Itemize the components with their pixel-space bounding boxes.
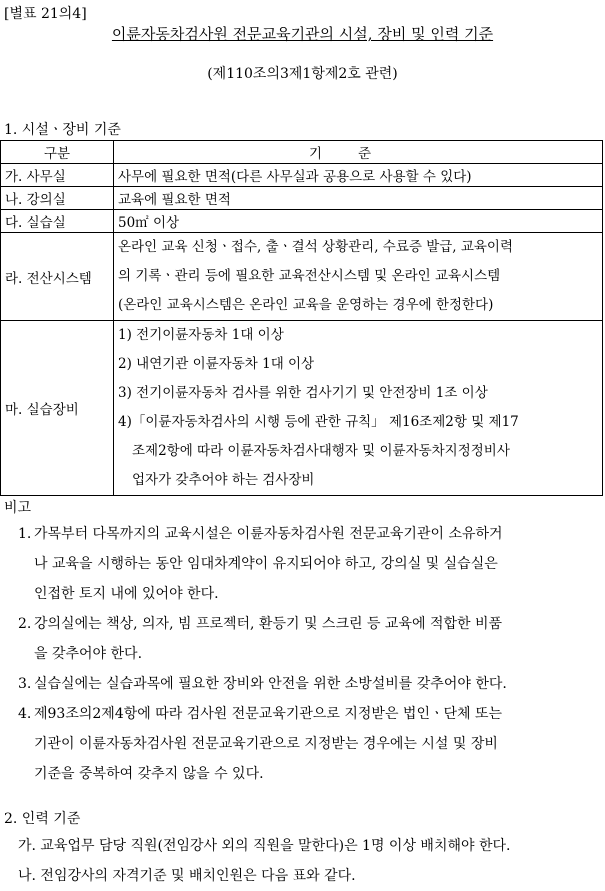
remark-item bbox=[18, 699, 602, 789]
row-standard: 50㎡ 이상 bbox=[114, 210, 603, 233]
remarks-list bbox=[18, 519, 602, 789]
remark-line: 가목부터 다목까지의 교육시설은 이륜자동차검사원 전문교육기관이 소유하거 bbox=[34, 526, 503, 542]
remarks-heading: 비고 bbox=[4, 500, 32, 516]
remark-line: 인접한 토지 내에 있어야 한다. bbox=[34, 586, 219, 602]
document-title bbox=[0, 23, 605, 44]
remark-number: 3. bbox=[18, 676, 32, 692]
remark-item bbox=[18, 669, 602, 699]
table-row-practice-equipment bbox=[1, 321, 603, 496]
remark-line: 제93조의2제4항에 따라 검사원 전문교육기관으로 지정받은 법인ㆍ단체 또는 bbox=[34, 706, 503, 722]
standard-line: 온라인 교육 신청ㆍ접수, 출ㆍ결석 상황관리, 수료증 발급, 교육이력 bbox=[118, 239, 514, 255]
row-category: 라. 전산시스템 bbox=[1, 233, 114, 321]
row-category: 나. 강의실 bbox=[1, 187, 114, 210]
document-subtitle: (제110조의3제1항제2호 관련) bbox=[207, 66, 398, 82]
remark-line: 을 갖추어야 한다. bbox=[34, 646, 143, 662]
remark-item bbox=[18, 519, 602, 609]
equipment-item-continued: 업자가 갖추어야 하는 검사장비 bbox=[132, 472, 315, 488]
annex-label: [별표 21의4] bbox=[4, 6, 87, 22]
staffing-item: 나. 전임강사의 자격기준 및 배치인원은 다음 표와 같다. bbox=[18, 868, 356, 884]
row-standard: 사무에 필요한 면적(다른 사무실과 공용으로 사용할 수 있다) bbox=[114, 164, 603, 187]
remark-line: 실습실에는 실습과목에 필요한 장비와 안전을 위한 소방설비를 갖추어야 한다. bbox=[34, 676, 507, 692]
section1-heading: 1. 시설ㆍ장비 기준 bbox=[4, 122, 121, 138]
table-row-office bbox=[1, 164, 603, 187]
remark-item bbox=[18, 609, 602, 669]
remark-line: 나 교육을 시행하는 동안 임대차계약이 유지되어야 하고, 강의실 및 실습실은 bbox=[34, 556, 498, 572]
remark-line: 강의실에는 책상, 의자, 빔 프로젝터, 환등기 및 스크린 등 교육에 적합한 비품 bbox=[34, 616, 503, 632]
remark-number: 1. bbox=[18, 526, 32, 542]
standard-line: (온라인 교육시스템은 온라인 교육을 운영하는 경우에 한정한다) bbox=[118, 297, 494, 313]
table-header-row bbox=[1, 141, 603, 164]
staffing-list bbox=[18, 831, 602, 891]
table-row-computer-system bbox=[1, 233, 603, 321]
header-standard: 기준 bbox=[114, 141, 603, 164]
row-category: 다. 실습실 bbox=[1, 210, 114, 233]
row-category: 가. 사무실 bbox=[1, 164, 114, 187]
equipment-item-continued: 조제2항에 따라 이륜자동차검사대행자 및 이륜자동차지정정비사 bbox=[132, 443, 510, 459]
standard-line: 의 기록ㆍ관리 등에 필요한 교육전산시스템 및 온라인 교육시스템 bbox=[118, 268, 501, 284]
equipment-item: 3) 전기이륜자동차 검사를 위한 검사기기 및 안전장비 1조 이상 bbox=[118, 385, 488, 401]
facility-equipment-table bbox=[0, 140, 603, 496]
remark-line: 기관이 이륜자동차검사원 전문교육기관으로 지정받는 경우에는 시설 및 장비 bbox=[34, 736, 498, 752]
table-row-practice-room bbox=[1, 210, 603, 233]
equipment-item: 2) 내연기관 이륜자동차 1대 이상 bbox=[118, 356, 315, 372]
header-category: 구분 bbox=[1, 141, 114, 164]
remark-number: 2. bbox=[18, 616, 32, 632]
document-title-text: 이륜자동차검사원 전문교육기관의 시설, 장비 및 인력 기준 bbox=[111, 25, 494, 43]
remark-line: 기준을 중복하여 갖추지 않을 수 있다. bbox=[34, 766, 264, 782]
row-standard: 교육에 필요한 면적 bbox=[114, 187, 603, 210]
equipment-item: 4)「이륜자동차검사의 시행 등에 관한 규칙」 제16조제2항 및 제17 bbox=[118, 414, 519, 430]
section2-heading: 2. 인력 기준 bbox=[4, 811, 81, 827]
row-category: 마. 실습장비 bbox=[1, 321, 114, 496]
equipment-item: 1) 전기이륜자동차 1대 이상 bbox=[118, 327, 284, 343]
remark-number: 4. bbox=[18, 706, 32, 722]
row-standard bbox=[114, 233, 603, 321]
staffing-item: 가. 교육업무 담당 직원(전임강사 외의 직원을 말한다)은 1명 이상 배치해야 한다. bbox=[18, 838, 511, 854]
row-standard bbox=[114, 321, 603, 496]
table-row-lecture-room bbox=[1, 187, 603, 210]
